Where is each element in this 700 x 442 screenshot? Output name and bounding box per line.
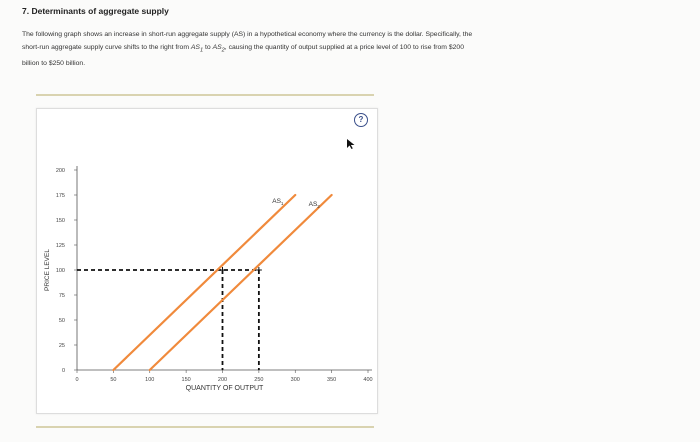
question-text [22,28,612,70]
to-word: to [203,44,213,51]
series-label-sub-2: 2 [317,204,320,209]
y-tick-label-200: 200 [55,168,65,174]
x-tick-label-0: 0 [75,377,79,383]
x-tick-label-200: 200 [217,377,228,383]
series-line-as1 [113,195,295,370]
y-tick-label-175: 175 [55,193,65,199]
as2-sub: 2 [221,47,225,54]
as1-label: AS [190,44,200,51]
y-tick-label-75: 75 [58,293,65,299]
y-axis-label: PRICE LEVEL [44,249,51,291]
y-tick-label-50: 50 [58,318,65,324]
as2-label: AS [212,44,222,51]
x-tick-label-250: 250 [254,377,264,383]
question-title: 7. Determinants of aggregate supply [22,6,169,16]
question-circle-icon[interactable]: ? [354,113,368,127]
arrow-cursor-icon [346,138,356,150]
y-tick-label-0: 0 [61,368,65,374]
x-axis-label: QUANTITY OF OUTPUT [185,385,264,392]
top-divider [36,94,374,96]
bottom-divider [36,426,374,428]
y-tick-label-100: 100 [55,268,65,274]
series-label-as2: $AS_2$ [308,201,320,209]
x-tick-label-400: 400 [363,377,373,383]
series-label-sub-1: 1 [280,201,284,206]
series-label-as1: $AS_1$ [272,198,284,206]
question-text-line1: The following graph shows an increase in short-run aggregate supply (AS) in a hypothetical economy where the currency is the dollar. Specifically, the [22,31,473,38]
question-text-line2a: short-run aggregate supply curve shifts to the right from [22,44,191,51]
x-tick-label-100: 100 [145,377,155,383]
x-tick-label-300: 300 [290,377,300,383]
series-line-as2 [150,195,332,370]
y-tick-label-125: 125 [55,243,65,249]
question-text-line2b: , causing the quantity of output supplied at a price level of 100 to rise from $200 [224,44,464,51]
question-text-line3: billion to $250 billion. [22,60,86,68]
x-tick-label-150: 150 [181,377,191,383]
x-tick-label-50: 50 [110,377,117,383]
y-tick-label-150: 150 [55,218,65,224]
y-tick-label-25: 25 [58,343,65,349]
as1-sub: 1 [199,47,204,54]
x-tick-label-350: 350 [327,377,337,383]
graph-panel [36,108,378,414]
as-chart[interactable] [37,109,377,413]
